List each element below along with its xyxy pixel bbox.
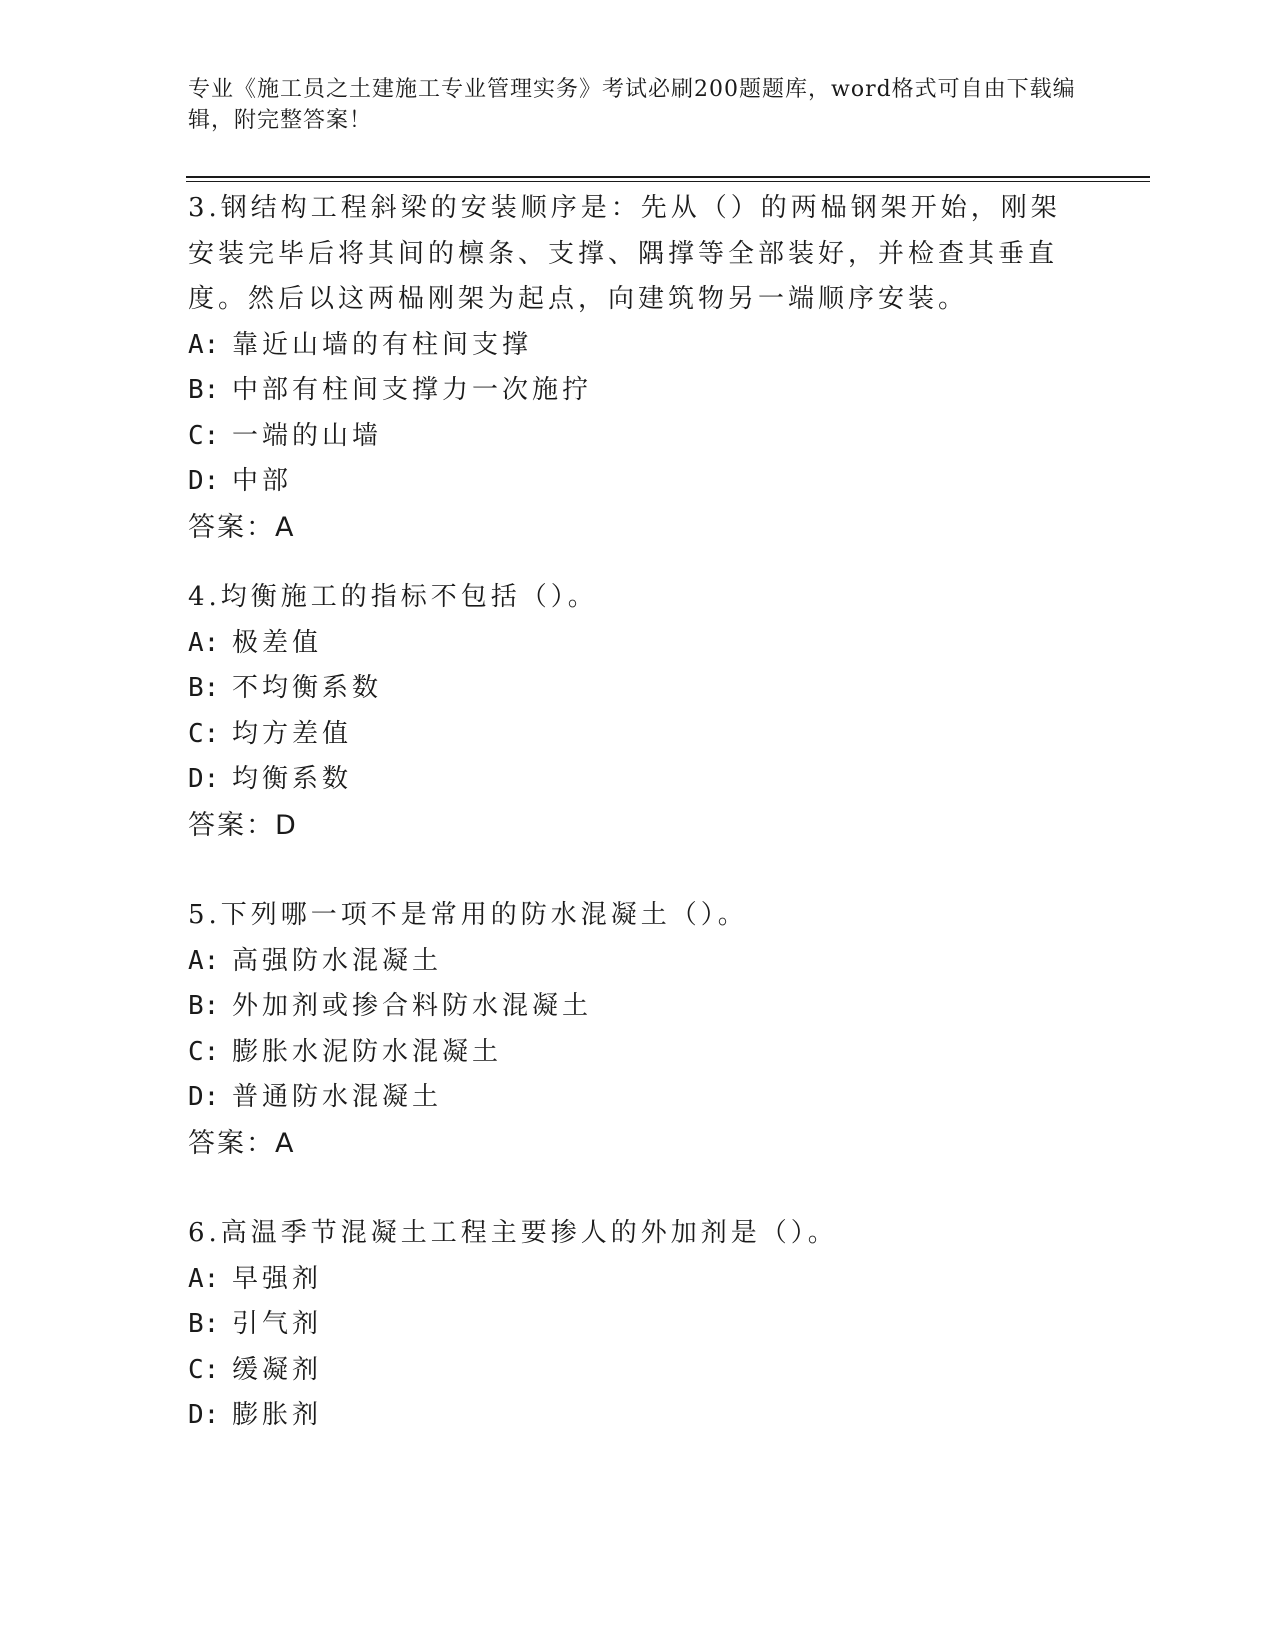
option-c bbox=[188, 414, 1088, 460]
option-text: 一端的山墙 bbox=[232, 420, 383, 451]
option-text: 膨胀剂 bbox=[232, 1400, 323, 1430]
answer-line: 答案：A bbox=[188, 1127, 296, 1159]
option-c bbox=[188, 1030, 1088, 1076]
question-6 bbox=[188, 1211, 1088, 1439]
option-text: 不均衡系数 bbox=[232, 673, 383, 703]
question-stem: 3.钢结构工程斜梁的安装顺序是：先从（）的两榀钢架开始，刚架安装完毕后将其间的檩条、支撑、隅撑等全部装好，并检查其垂直度。然后以这两榀刚架为起点，向建筑物另一端顺序安装。 bbox=[188, 193, 1061, 314]
option-a bbox=[188, 1257, 1088, 1303]
option-a bbox=[188, 323, 1088, 369]
option-letter: D: bbox=[188, 466, 220, 496]
option-letter: B: bbox=[188, 673, 220, 703]
option-letter: B: bbox=[188, 375, 220, 405]
option-letter: D: bbox=[188, 1400, 220, 1430]
option-text: 缓凝剂 bbox=[232, 1354, 323, 1385]
option-text: 靠近山墙的有柱间支撑 bbox=[232, 329, 533, 360]
option-a bbox=[188, 621, 1088, 667]
option-text: 普通防水混凝土 bbox=[232, 1082, 443, 1112]
option-letter: C: bbox=[188, 718, 220, 749]
option-text: 高强防水混凝土 bbox=[232, 945, 443, 976]
option-letter: D: bbox=[188, 1082, 220, 1112]
question-4 bbox=[188, 575, 1088, 848]
option-d bbox=[188, 1075, 1088, 1121]
answer-line: 答案：D bbox=[188, 809, 298, 841]
option-b bbox=[188, 368, 1088, 414]
question-stem: 4.均衡施工的指标不包括（）。 bbox=[188, 582, 598, 612]
option-d bbox=[188, 757, 1088, 803]
option-text: 早强剂 bbox=[232, 1263, 323, 1294]
option-letter: A: bbox=[188, 627, 220, 658]
option-c bbox=[188, 1348, 1088, 1394]
option-letter: B: bbox=[188, 1309, 220, 1339]
option-d bbox=[188, 459, 1088, 505]
question-stem: 6.高温季节混凝土工程主要掺人的外加剂是（）。 bbox=[188, 1218, 838, 1248]
option-b bbox=[188, 666, 1088, 712]
document-header: 专业《施工员之土建施工专业管理实务》考试必刷200题题库，word格式可自由下载编辑，附完整答案！ bbox=[188, 77, 1076, 133]
option-text: 均衡系数 bbox=[232, 764, 353, 794]
option-b bbox=[188, 1302, 1088, 1348]
question-5 bbox=[188, 893, 1088, 1166]
option-a bbox=[188, 939, 1088, 985]
option-c bbox=[188, 712, 1088, 758]
option-text: 外加剂或掺合料防水混凝土 bbox=[232, 991, 593, 1021]
option-letter: C: bbox=[188, 420, 220, 451]
question-stem: 5.下列哪一项不是常用的防水混凝土（）。 bbox=[188, 900, 748, 930]
option-text: 均方差值 bbox=[232, 718, 353, 749]
option-letter: A: bbox=[188, 329, 220, 360]
option-letter: C: bbox=[188, 1036, 220, 1067]
header-rule-thin bbox=[186, 181, 1150, 182]
option-letter: A: bbox=[188, 945, 220, 976]
header-rule-thick bbox=[186, 176, 1150, 178]
option-b bbox=[188, 984, 1088, 1030]
option-letter: B: bbox=[188, 991, 220, 1021]
option-letter: C: bbox=[188, 1354, 220, 1385]
option-d bbox=[188, 1393, 1088, 1439]
option-text: 中部 bbox=[232, 466, 293, 496]
answer-line: 答案：A bbox=[188, 511, 296, 543]
question-3 bbox=[188, 186, 1088, 550]
option-text: 引气剂 bbox=[232, 1309, 323, 1339]
option-letter: A: bbox=[188, 1263, 220, 1294]
option-text: 膨胀水泥防水混凝土 bbox=[232, 1036, 503, 1067]
option-letter: D: bbox=[188, 764, 220, 794]
option-text: 中部有柱间支撑力一次施拧 bbox=[232, 375, 593, 405]
option-text: 极差值 bbox=[232, 627, 323, 658]
